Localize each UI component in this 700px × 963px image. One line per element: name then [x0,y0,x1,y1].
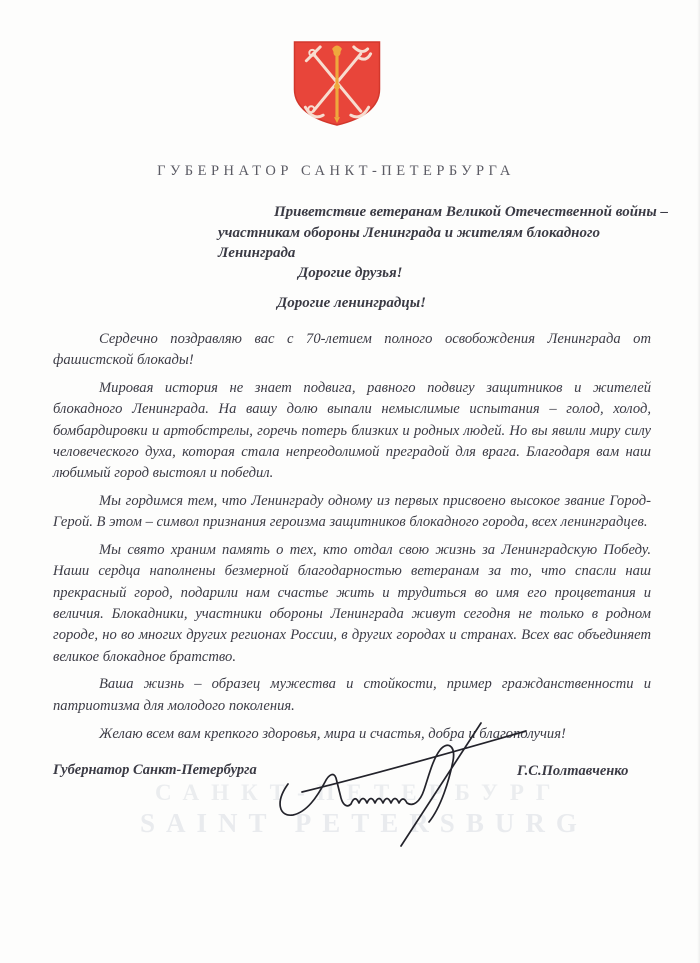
letterhead-title: ГУБЕРНАТОР САНКТ-ПЕТЕРБУРГА [157,163,515,179]
salutation-friends: Дорогие друзья! [298,265,403,281]
paragraph: Сердечно поздравляю вас с 70-летием полного освобождения Ленинграда от фашистской блокады! [53,331,651,369]
closing-signatory-name: Г.С.Полтавченко [517,763,629,779]
letter-title [218,202,670,264]
coat-of-arms-icon [291,40,383,127]
letter-title-line: Приветствие ветеранам Великой Отечественной войны – [274,204,669,220]
paragraph: Мировая история не знает подвига, равного подвигу защитников и жителей блокадного Ленинграда. На вашу долю выпали немыслимые испытания – голод, холод, бомбардировки и артобстрелы, горечь потерь близких и родных людей. Но вы явили миру силу человеческого духа, которая стала непреодолимой преградой для врага. Благодаря вам наш любимый город выстоял и победил. [53,380,651,482]
handwritten-signature [272,718,544,852]
closing-position-title: Губернатор Санкт-Петербурга [53,762,257,778]
paragraph: Желаю всем вам крепкого здоровья, мира и счастья, добра и благополучия! [99,725,566,742]
letter-title-line: участникам обороны Ленинграда и жителям блокадного Ленинграда [218,224,600,261]
watermark-text-latin: SAINT PETERSBURG [140,808,588,838]
paragraph: Мы свято храним память о тех, кто отдал свою жизнь за Ленинградскую Победу. Наши сердца наполнены безмерной благодарностью ветеранам за то, что спасли наш прекрасный город, подарили нам счастье жить и трудиться во имя его процветания и величия. Блокадники, участники обороны Ленинграда живут сегодня не только в родном городе, но во многих других регионах России, в других городах и странах. Всех вас объединяет великое блокадное братство. [53,542,651,665]
paragraph: Ваша жизнь – образец мужества и стойкости, пример гражданственности и патриотизма для молодого поколения. [53,676,651,714]
letter-body [53,329,651,751]
salutation-leningraders: Дорогие ленинградцы! [277,295,426,311]
paragraph: Мы гордимся тем, что Ленинграду одному из первых присвоено высокое звание Город-Герой. В этом – символ признания героизма защитников блокадного города, всех ленинградцев. [53,493,651,531]
watermark-text-cyrillic: САНКТ-ПЕТЕРБУРГ [155,780,563,805]
